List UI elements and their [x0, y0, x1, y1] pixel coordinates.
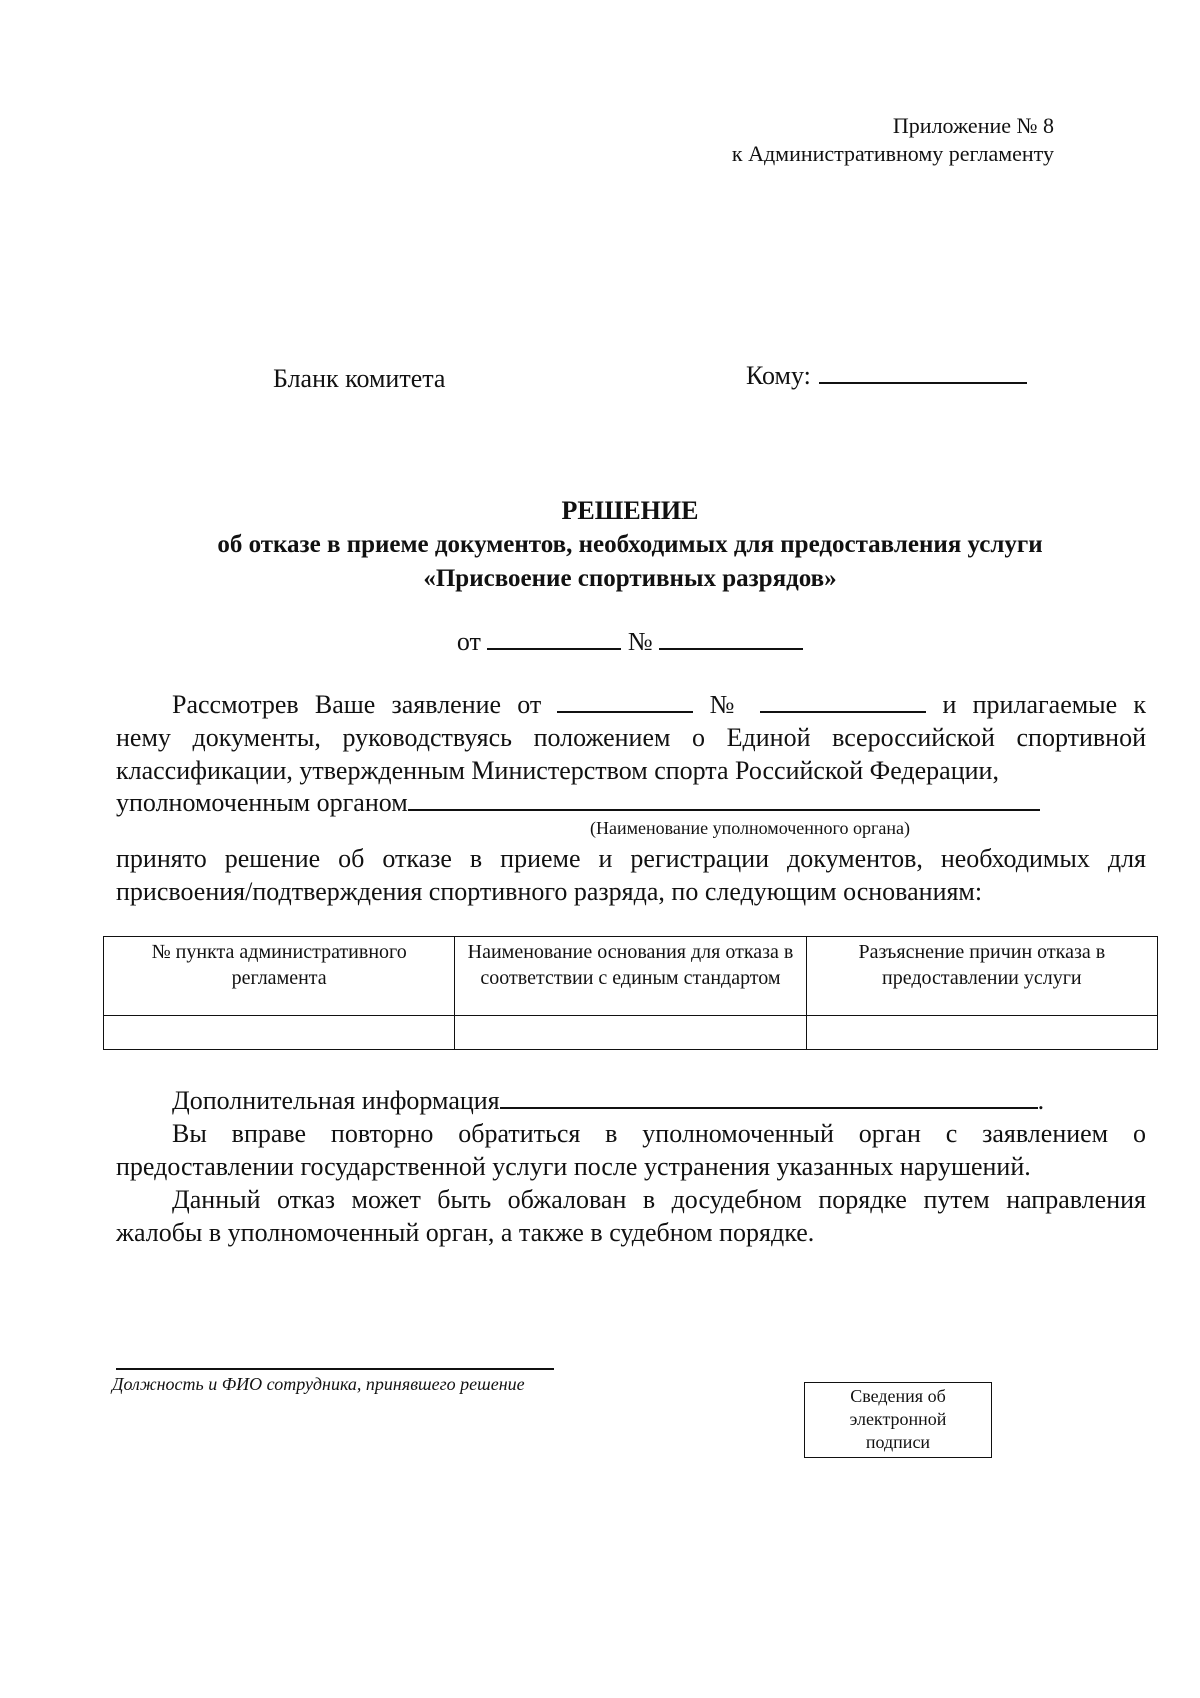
- recipient-label: Кому:: [746, 361, 811, 390]
- title-line-2: об отказе в приеме документов, необходимых для предоставления услуги: [217, 531, 1043, 558]
- number-blank-line: [659, 626, 803, 650]
- document-title: [0, 494, 1200, 596]
- paragraph-text: нему документы, руководствуясь положением о Единой всероссийской спортивной классификации, утвержденным Министерством спорта Российской Федерации,: [116, 723, 1146, 785]
- annex-line-1: Приложение № 8: [892, 113, 1054, 138]
- application-from-label: Рассмотрев Ваше заявление от: [172, 690, 542, 719]
- date-blank-line: [487, 626, 621, 650]
- additional-info-row: [116, 1084, 1146, 1117]
- paragraph-first-line: [116, 688, 1146, 721]
- table-row: [104, 1016, 1158, 1050]
- table-cell: [455, 1016, 806, 1050]
- additional-info-period: .: [1037, 1086, 1045, 1115]
- application-number-label: №: [709, 690, 745, 719]
- additional-info-label: Дополнительная информация: [172, 1086, 500, 1115]
- signature-caption: Должность и ФИО сотрудника, принявшего решение: [112, 1374, 525, 1394]
- authorized-body-caption: (Наименование уполномоченного органа): [590, 818, 910, 838]
- recipient-blank-line: [819, 358, 1027, 384]
- signature-line: [116, 1368, 554, 1370]
- table-cell: [104, 1016, 455, 1050]
- table-cell: [806, 1016, 1157, 1050]
- paragraph-appeal: Данный отказ может быть обжалован в досудебном порядке путем направления жалобы в уполномоченный орган, а также в судебном порядке.: [116, 1185, 1146, 1247]
- column-header-clause: № пункта административного регламента: [104, 937, 455, 1016]
- recipient-field: [746, 358, 1027, 391]
- additional-info-blank-line: [500, 1085, 1038, 1109]
- refusal-grounds-table: [103, 936, 1158, 1050]
- attached-label: и прилагаемые к: [942, 690, 1147, 719]
- authorized-body-row: [116, 787, 1040, 818]
- electronic-signature-box: [804, 1382, 992, 1458]
- closing-paragraphs: [116, 1084, 1146, 1249]
- paragraph-application-review: [116, 688, 1146, 787]
- esign-line-1: Сведения об: [850, 1386, 946, 1406]
- column-header-ground: Наименование основания для отказа в соответствии с единым стандартом: [455, 937, 806, 1016]
- table-header-row: [104, 937, 1158, 1016]
- date-label: от: [456, 627, 481, 656]
- title-line-3: «Присвоение спортивных разрядов»: [423, 565, 837, 592]
- paragraph-reapply: Вы вправе повторно обратиться в уполномоченный орган с заявлением о предоставлении государственной услуги после устранения указанных нарушений.: [116, 1119, 1146, 1181]
- application-date-blank: [557, 689, 693, 713]
- application-number-blank: [760, 689, 926, 713]
- annex-reference: [732, 112, 1054, 168]
- paragraph-decision: принято решение об отказе в приеме и регистрации документов, необходимых для присвоения/подтверждения спортивного разряда, по следующим основаниям:: [116, 844, 1146, 906]
- esign-line-3: подписи: [865, 1432, 931, 1452]
- title-heading: РЕШЕНИЕ: [561, 496, 699, 525]
- authorized-body-blank-line: [408, 787, 1040, 811]
- number-label: №: [627, 627, 653, 656]
- authorized-body-label: уполномоченным органом: [116, 788, 408, 817]
- column-header-explanation: Разъяснение причин отказа в предоставлении услуги: [806, 937, 1157, 1016]
- annex-line-2: к Административному регламенту: [731, 141, 1054, 166]
- decision-date-number: [0, 626, 1200, 657]
- committee-letterhead-label: Бланк комитета: [273, 364, 446, 393]
- esign-line-2: электронной: [849, 1409, 947, 1429]
